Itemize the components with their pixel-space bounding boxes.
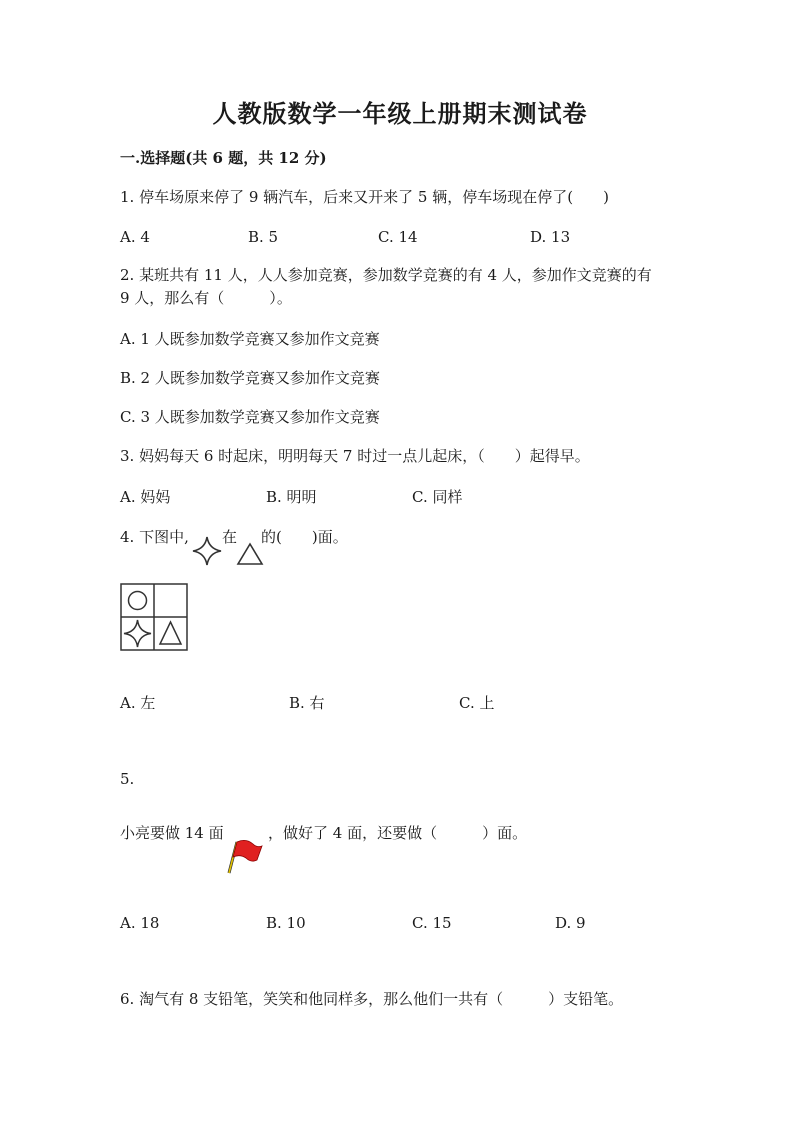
- q3-option-b: B. 明明: [266, 488, 317, 506]
- q1-option-d: D. 13: [530, 228, 571, 246]
- question-2-line-2: 9 人，那么有（ ）。: [120, 289, 292, 307]
- q4-option-a: A. 左: [120, 694, 156, 712]
- q5-option-d: D. 9: [555, 914, 586, 932]
- question-4-prefix: 4. 下图中,: [120, 528, 189, 546]
- q3-option-c: C. 同样: [412, 488, 463, 506]
- triangle-icon: [236, 542, 264, 566]
- four-point-star-icon: [124, 620, 151, 647]
- q4-option-c: C. 上: [459, 694, 495, 712]
- q2-option-a: A. 1 人既参加数学竞赛又参加作文竞赛: [120, 330, 380, 348]
- question-1: 1. 停车场原来停了 9 辆汽车，后来又开来了 5 辆，停车场现在停了( ): [120, 188, 609, 206]
- q5-option-a: A. 18: [120, 914, 160, 932]
- question-4-suffix: 的( )面。: [261, 528, 348, 546]
- red-flag-icon: [224, 836, 264, 876]
- q5-option-c: C. 15: [412, 914, 452, 932]
- circle-icon: [129, 592, 147, 610]
- q2-option-c: C. 3 人既参加数学竞赛又参加作文竞赛: [120, 408, 380, 426]
- q3-option-a: A. 妈妈: [120, 488, 171, 506]
- q4-option-b: B. 右: [289, 694, 325, 712]
- question-5-number: 5.: [120, 770, 135, 788]
- flag-cloth: [233, 840, 262, 861]
- triangle-icon: [160, 622, 181, 644]
- q1-option-c: C. 14: [378, 228, 418, 246]
- q1-option-a: A. 4: [120, 228, 150, 246]
- question-2-line-1: 2. 某班共有 11 人，人人参加竞赛，参加数学竞赛的有 4 人，参加作文竞赛的有: [120, 266, 652, 284]
- question-5-suffix: ，做好了 4 面，还要做（ ）面。: [268, 824, 528, 842]
- question-3: 3. 妈妈每天 6 时起床，明明每天 7 时过一点儿起床，（ ）起得早。: [120, 447, 590, 465]
- shape-grid-figure: [120, 583, 188, 651]
- q5-option-b: B. 10: [266, 914, 306, 932]
- four-point-star-icon: [191, 535, 223, 567]
- section-heading: 一.选择题(共 6 题，共 12 分): [120, 149, 327, 167]
- q2-option-b: B. 2 人既参加数学竞赛又参加作文竞赛: [120, 369, 380, 387]
- question-5-prefix: 小亮要做 14 面: [120, 824, 224, 842]
- page-title: 人教版数学一年级上册期末测试卷: [212, 99, 588, 128]
- q1-option-b: B. 5: [248, 228, 279, 246]
- question-6: 6. 淘气有 8 支铅笔，笑笑和他同样多，那么他们一共有（ ）支铅笔。: [120, 990, 624, 1008]
- question-4-middle: 在: [222, 528, 238, 546]
